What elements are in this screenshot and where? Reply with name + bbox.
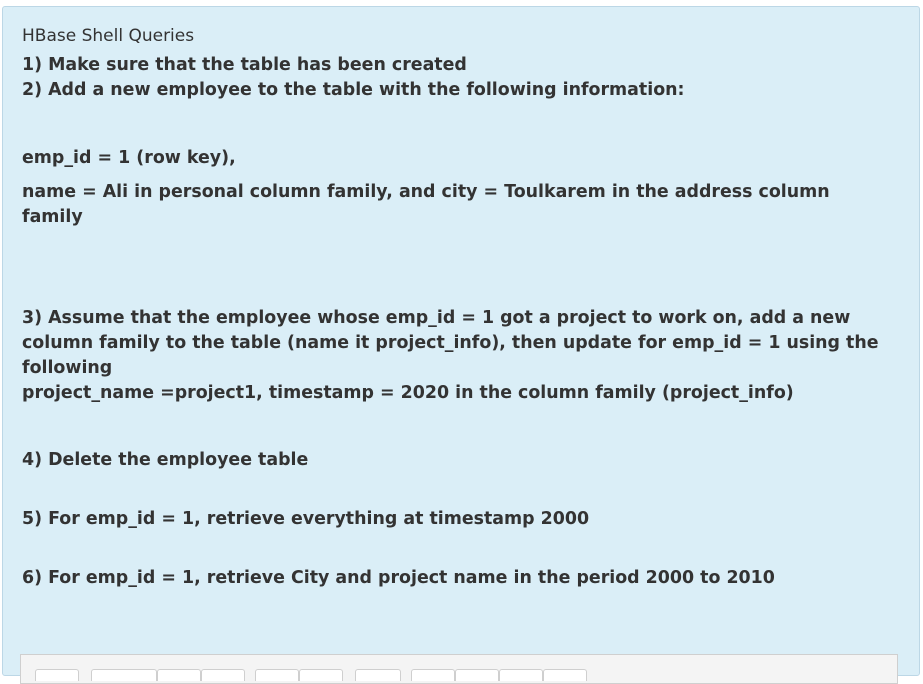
toolbar-button[interactable] [35, 669, 79, 681]
question-item-3-line-4: project_name =project1, timestamp = 2020 in the column family (project_info) [22, 383, 794, 403]
toolbar-button[interactable] [201, 669, 245, 681]
toolbar-button[interactable] [91, 669, 157, 681]
toolbar-button[interactable] [255, 669, 299, 681]
toolbar-button[interactable] [299, 669, 343, 681]
emp-id-line: emp_id = 1 (row key), [22, 148, 236, 168]
name-line-1: name = Ali in personal column family, and city = Toulkarem in the address column [22, 182, 830, 202]
question-item-3-line-1: 3) Assume that the employee whose emp_id = 1 got a project to work on, add a new [22, 308, 851, 328]
question-item-5: 5) For emp_id = 1, retrieve everything at timestamp 2000 [22, 509, 590, 529]
answer-editor-toolbar[interactable] [20, 654, 898, 684]
question-item-3-line-3: following [22, 358, 113, 378]
toolbar-button[interactable] [157, 669, 201, 681]
toolbar-button[interactable] [499, 669, 543, 681]
question-item-1: 1) Make sure that the table has been created [22, 55, 467, 75]
question-item-2: 2) Add a new employee to the table with the following information: [22, 80, 685, 100]
question-title: HBase Shell Queries [22, 26, 195, 46]
question-item-3-line-2: column family to the table (name it project_info), then update for emp_id = 1 using the [22, 333, 879, 353]
question-item-4: 4) Delete the employee table [22, 450, 309, 470]
toolbar-button[interactable] [355, 669, 401, 681]
question-panel [2, 6, 920, 676]
question-item-6: 6) For emp_id = 1, retrieve City and project name in the period 2000 to 2010 [22, 568, 775, 588]
name-line-2: family [22, 207, 83, 227]
toolbar-button[interactable] [455, 669, 499, 681]
toolbar-button[interactable] [411, 669, 455, 681]
toolbar-button[interactable] [543, 669, 587, 681]
